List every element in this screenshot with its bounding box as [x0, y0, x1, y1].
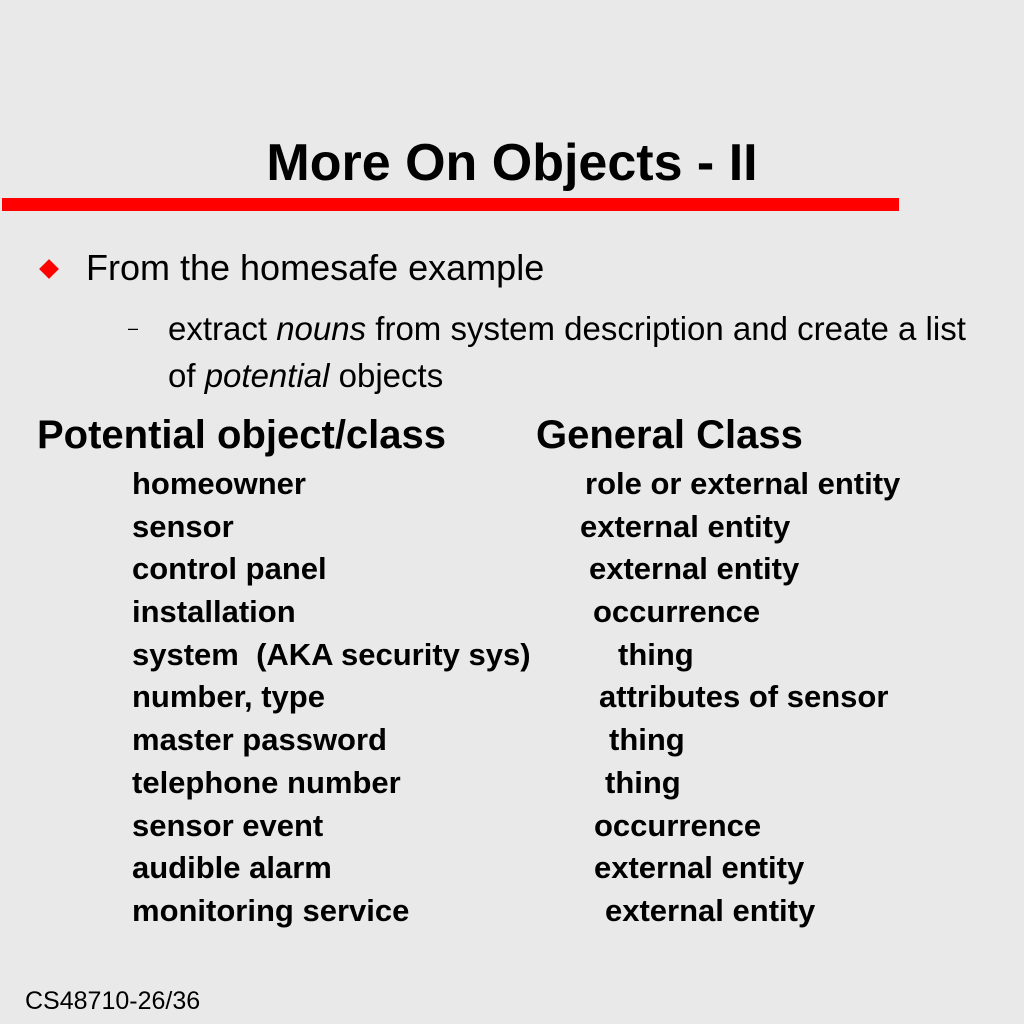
- general-class: thing: [609, 722, 685, 758]
- object-name: telephone number: [132, 764, 401, 800]
- object-name: monitoring service: [132, 892, 410, 928]
- general-class: external entity: [589, 551, 800, 587]
- object-name: master password: [132, 722, 387, 758]
- object-name: audible alarm: [132, 850, 332, 886]
- sub-bullet-text-part3: objects: [329, 357, 444, 394]
- general-class: thing: [605, 764, 681, 800]
- table-row: [132, 506, 992, 549]
- dash-bullet-icon: –: [128, 318, 139, 338]
- object-name: sensor: [132, 508, 234, 544]
- sub-bullet-emphasis-nouns: nouns: [276, 310, 367, 347]
- table-row: [132, 634, 992, 677]
- sub-bullet-text-part2: from system description and create a list of: [168, 310, 966, 394]
- table-row: [132, 805, 992, 848]
- diamond-bullet-icon: [39, 259, 59, 279]
- sub-bullet-text-part1: extract: [168, 310, 277, 347]
- general-class: occurrence: [594, 807, 762, 843]
- object-name: homeowner: [132, 466, 306, 501]
- object-table: [132, 463, 992, 933]
- header-general-class: General Class: [536, 413, 803, 457]
- object-name: sensor event: [132, 807, 324, 843]
- object-name: installation: [132, 594, 296, 630]
- general-class: external entity: [580, 508, 791, 544]
- table-row: [132, 847, 992, 890]
- general-class: attributes of sensor: [599, 679, 889, 715]
- table-row: [132, 719, 992, 762]
- general-class: occurrence: [593, 594, 761, 630]
- table-row: [132, 548, 992, 591]
- slide-footer: CS48710-26/36: [25, 987, 201, 1015]
- table-row: [132, 463, 992, 506]
- sub-bullet-emphasis-potential: potential: [204, 357, 330, 394]
- sub-bullet-text: [168, 305, 968, 399]
- header-potential-object: Potential object/class: [37, 413, 447, 457]
- table-row: [132, 676, 992, 719]
- table-row: [132, 762, 992, 805]
- title-underline: [2, 198, 899, 211]
- object-name: system (AKA security sys): [132, 636, 531, 672]
- object-name: number, type: [132, 679, 325, 715]
- general-class: external entity: [594, 850, 805, 886]
- bullet-text: From the homesafe example: [86, 247, 545, 288]
- general-class: external entity: [605, 892, 816, 928]
- general-class: thing: [618, 636, 694, 672]
- slide-title: More On Objects - II: [266, 134, 758, 192]
- object-name: control panel: [132, 551, 327, 587]
- general-class: role or external entity: [585, 466, 901, 501]
- table-row: [132, 591, 992, 634]
- table-row: [132, 890, 992, 933]
